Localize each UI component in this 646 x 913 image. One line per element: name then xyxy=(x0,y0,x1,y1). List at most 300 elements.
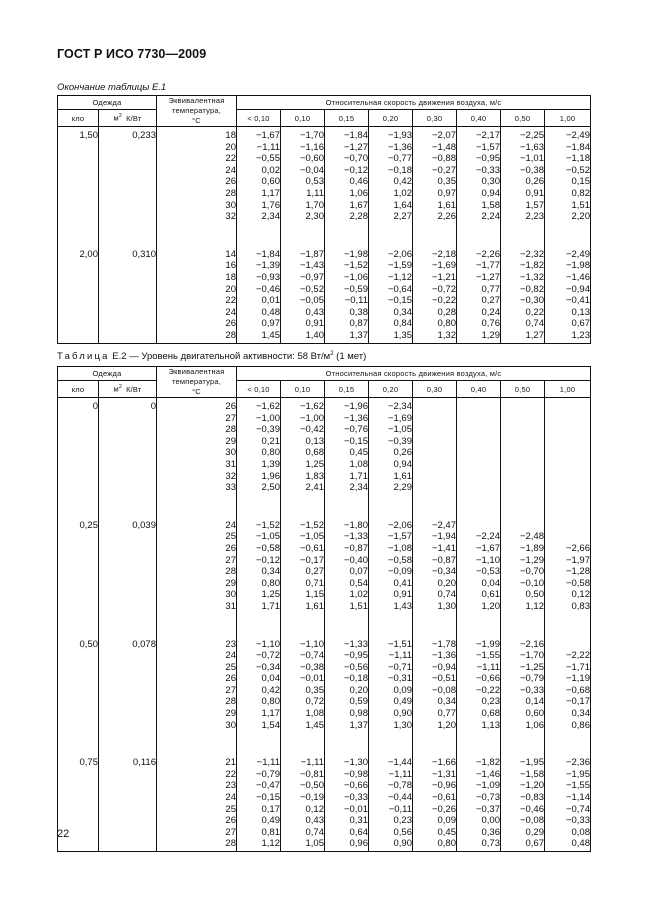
pmv-value: 1,61 xyxy=(393,470,412,482)
pmv-value: 0,12 xyxy=(571,589,590,601)
pmv-value: −0,33 xyxy=(343,792,368,804)
pmv-value: −1,27 xyxy=(475,271,500,283)
pmv-column-cell xyxy=(501,246,545,343)
pmv-value: −1,00 xyxy=(255,412,280,424)
pmv-value xyxy=(545,424,590,436)
pmv-value: −0,70 xyxy=(519,566,544,578)
temperature-value: 27 xyxy=(225,826,236,838)
temperature-value: 31 xyxy=(225,600,236,612)
pmv-value: 0,72 xyxy=(305,696,324,708)
pmv-value: −0,10 xyxy=(519,577,544,589)
header-speed-6: 0,50 xyxy=(501,110,545,127)
pmv-value: −0,22 xyxy=(431,295,456,307)
pmv-column-cell xyxy=(545,636,591,755)
pmv-value: −2,17 xyxy=(475,130,500,141)
pmv-value: 1,08 xyxy=(349,458,368,470)
pmv-column-cell xyxy=(325,636,369,755)
pmv-value: 0,35 xyxy=(437,176,456,188)
pmv-value: 1,96 xyxy=(261,470,280,482)
temperature-value: 23 xyxy=(225,638,236,650)
pmv-value: 0,54 xyxy=(349,577,368,589)
pmv-value: −1,44 xyxy=(387,757,412,769)
temperature-value: 27 xyxy=(225,684,236,696)
pmv-value: 0,22 xyxy=(525,306,544,318)
pmv-value: −0,27 xyxy=(431,164,456,176)
pmv-column-cell xyxy=(325,398,369,517)
temperature-value: 21 xyxy=(225,757,236,769)
pmv-value: 0,29 xyxy=(525,826,544,838)
header-clothing: Одежда xyxy=(58,367,157,381)
pmv-value: −0,97 xyxy=(299,271,324,283)
temperature-value: 24 xyxy=(225,792,236,804)
pmv-value: −0,33 xyxy=(475,164,500,176)
pmv-value: −1,30 xyxy=(343,757,368,769)
pmv-value: −0,17 xyxy=(565,696,590,708)
pmv-value xyxy=(501,471,544,483)
temperature-value: 22 xyxy=(225,153,236,165)
pmv-column-cell xyxy=(413,398,457,517)
pmv-value: 1,45 xyxy=(261,329,280,341)
pmv-value xyxy=(457,424,500,436)
header-speed-0: < 0,10 xyxy=(237,381,281,398)
pmv-value: 0,67 xyxy=(525,838,544,850)
pmv-column-cell xyxy=(457,754,501,851)
pmv-value: −1,32 xyxy=(519,271,544,283)
pmv-value: 1,25 xyxy=(261,589,280,601)
pmv-value: 2,30 xyxy=(305,211,324,223)
pmv-value: 0,13 xyxy=(305,435,324,447)
pmv-value: −0,46 xyxy=(255,283,280,295)
header-speed-5: 0,40 xyxy=(457,110,501,127)
pmv-value: 0,17 xyxy=(261,803,280,815)
pmv-value xyxy=(413,413,456,425)
pmv-value: −1,58 xyxy=(519,768,544,780)
pmv-value: −1,36 xyxy=(387,141,412,153)
pmv-column-cell xyxy=(413,636,457,755)
pmv-value: −1,09 xyxy=(475,780,500,792)
header-temperature-line: °С xyxy=(192,387,201,396)
pmv-value: 0,80 xyxy=(437,318,456,330)
pmv-value xyxy=(545,436,590,448)
pmv-value: 1,27 xyxy=(525,329,544,341)
temperature-value: 28 xyxy=(225,838,236,850)
pmv-value: 0,53 xyxy=(305,176,324,188)
pmv-value: 1,83 xyxy=(305,470,324,482)
pmv-value: −2,16 xyxy=(519,638,544,650)
temperature-value: 25 xyxy=(225,803,236,815)
pmv-value: 0,49 xyxy=(261,815,280,827)
pmv-value: −2,49 xyxy=(565,248,590,260)
table-row xyxy=(58,398,591,517)
pmv-column-cell xyxy=(237,127,281,246)
pmv-column-cell xyxy=(457,127,501,246)
pmv-value: −1,78 xyxy=(431,638,456,650)
pmv-column-cell xyxy=(281,636,325,755)
pmv-value: 0,08 xyxy=(571,826,590,838)
pmv-value: 0,77 xyxy=(481,283,500,295)
pmv-value: −1,11 xyxy=(388,768,412,780)
pmv-value: −1,12 xyxy=(387,271,412,283)
pmv-value: −0,76 xyxy=(343,424,368,436)
pmv-value: 2,26 xyxy=(437,211,456,223)
pmv-column-cell xyxy=(369,398,413,517)
pmv-value: −0,40 xyxy=(343,554,368,566)
temperature-value: 26 xyxy=(225,673,236,685)
pmv-value xyxy=(457,459,500,471)
temperature-value: 25 xyxy=(225,531,236,543)
pmv-value: −0,60 xyxy=(299,153,324,165)
pmv-value: −0,98 xyxy=(343,768,368,780)
temperature-value: 22 xyxy=(225,768,236,780)
pmv-value: 0,20 xyxy=(437,577,456,589)
pmv-value: −1,33 xyxy=(343,638,368,650)
table-e2-caption xyxy=(57,351,366,362)
clo-value: 2,00 xyxy=(58,246,99,343)
header-m2kw xyxy=(99,110,157,127)
pmv-value: 1,64 xyxy=(393,199,412,211)
pmv-value: −1,87 xyxy=(299,248,324,260)
pmv-column-cell xyxy=(237,754,281,851)
pmv-value: −0,93 xyxy=(255,271,280,283)
table-e2 xyxy=(57,366,591,852)
pmv-value: 1,67 xyxy=(349,199,368,211)
pmv-value: 0,41 xyxy=(393,577,412,589)
pmv-value: −1,57 xyxy=(387,531,412,543)
temperature-cell xyxy=(157,398,237,517)
pmv-value: −1,67 xyxy=(475,542,500,554)
pmv-value: 1,17 xyxy=(261,708,280,720)
pmv-value: −0,31 xyxy=(387,673,412,685)
pmv-value: −1,11 xyxy=(476,661,500,673)
pmv-value: −0,04 xyxy=(299,164,324,176)
pmv-value: −1,52 xyxy=(255,519,280,531)
pmv-column-cell xyxy=(413,517,457,636)
table-row xyxy=(58,754,591,851)
pmv-value xyxy=(545,471,590,483)
pmv-value: −2,06 xyxy=(387,519,412,531)
header-speed-2: 0,15 xyxy=(325,381,369,398)
pmv-value: −2,49 xyxy=(565,130,590,141)
pmv-value: −1,66 xyxy=(431,757,456,769)
table-e2-caption-tail: (1 мет) xyxy=(333,351,367,363)
header-air-speed: Относительная скорость движения воздуха, м/с xyxy=(237,96,591,110)
pmv-value: 0,82 xyxy=(571,187,590,199)
pmv-column-cell xyxy=(501,398,545,517)
pmv-value xyxy=(545,482,590,494)
pmv-value: 0,27 xyxy=(305,566,324,578)
pmv-value: 0,43 xyxy=(305,815,324,827)
pmv-column-cell xyxy=(369,517,413,636)
pmv-column-cell xyxy=(413,127,457,246)
pmv-value: 1,37 xyxy=(349,329,368,341)
pmv-value: 0,90 xyxy=(393,838,412,850)
pmv-column-cell xyxy=(501,127,545,246)
pmv-value: 1,30 xyxy=(437,600,456,612)
header-m2-unit: К/Вт xyxy=(126,384,142,394)
header-equivalent-temperature xyxy=(157,367,237,398)
pmv-value: −0,88 xyxy=(431,153,456,165)
pmv-column-cell xyxy=(545,754,591,851)
temperature-value: 26 xyxy=(225,542,236,554)
table-e2-caption-text: Е.2 — Уровень двигательной активности: 58 Вт/м xyxy=(109,351,331,363)
pmv-value: −1,95 xyxy=(565,768,590,780)
header-speed-3: 0,20 xyxy=(369,381,413,398)
pmv-value: −0,33 xyxy=(565,815,590,827)
pmv-value xyxy=(413,459,456,471)
pmv-value: −0,72 xyxy=(431,283,456,295)
pmv-value: −2,48 xyxy=(519,531,544,543)
pmv-value: −0,01 xyxy=(343,803,368,815)
pmv-value: 1,61 xyxy=(305,600,324,612)
pmv-value: −0,26 xyxy=(431,803,456,815)
pmv-value: 1,43 xyxy=(393,600,412,612)
temperature-value: 26 xyxy=(225,176,236,188)
m2kw-value: 0,233 xyxy=(99,127,157,246)
pmv-value: 0,26 xyxy=(393,447,412,459)
pmv-value: 1,76 xyxy=(261,199,280,211)
pmv-column-cell xyxy=(369,127,413,246)
header-m2kw xyxy=(99,381,157,398)
pmv-value: 1,05 xyxy=(305,838,324,850)
pmv-value: 1,57 xyxy=(525,199,544,211)
pmv-value xyxy=(501,424,544,436)
pmv-value: −2,26 xyxy=(475,248,500,260)
temperature-value: 32 xyxy=(225,211,236,223)
pmv-value: −0,44 xyxy=(387,792,412,804)
pmv-value: −1,84 xyxy=(343,130,368,141)
pmv-value: −1,52 xyxy=(299,519,324,531)
table-row xyxy=(58,127,591,246)
header-m2-sup: 2 xyxy=(118,384,123,391)
header-speed-4: 0,30 xyxy=(413,381,457,398)
pmv-value: −0,11 xyxy=(388,803,412,815)
pmv-value: −1,05 xyxy=(387,424,412,436)
temperature-cell xyxy=(157,517,237,636)
pmv-column-cell xyxy=(325,754,369,851)
header-clo: кло xyxy=(58,381,99,398)
pmv-value: 0,35 xyxy=(305,684,324,696)
pmv-value: 2,50 xyxy=(261,482,280,494)
header-speed-0: < 0,10 xyxy=(237,110,281,127)
pmv-value: 0,49 xyxy=(393,696,412,708)
header-temperature-line: температура, xyxy=(171,106,222,115)
pmv-value: −0,46 xyxy=(519,803,544,815)
header-speed-4: 0,30 xyxy=(413,110,457,127)
pmv-value: −1,21 xyxy=(431,271,456,283)
pmv-value: 1,06 xyxy=(349,187,368,199)
pmv-column-cell xyxy=(369,246,413,343)
pmv-value: −2,06 xyxy=(387,248,412,260)
temperature-cell xyxy=(157,127,237,246)
pmv-value xyxy=(413,424,456,436)
pmv-value: 2,34 xyxy=(261,211,280,223)
pmv-value: −0,94 xyxy=(565,283,590,295)
pmv-value: 1,20 xyxy=(481,600,500,612)
pmv-value: −0,61 xyxy=(431,792,456,804)
pmv-value: −1,95 xyxy=(519,757,544,769)
pmv-value: 0,74 xyxy=(305,826,324,838)
pmv-value xyxy=(545,459,590,471)
pmv-value: −0,30 xyxy=(519,295,544,307)
temperature-cell xyxy=(157,246,237,343)
pmv-value: −2,24 xyxy=(475,531,500,543)
pmv-value: −0,51 xyxy=(431,673,456,685)
header-temperature-line: Эквивалентная xyxy=(168,367,225,376)
pmv-value: −0,87 xyxy=(343,542,368,554)
header-equivalent-temperature xyxy=(157,96,237,127)
pmv-value: −0,01 xyxy=(299,673,324,685)
pmv-value: −1,06 xyxy=(343,271,368,283)
table-row xyxy=(58,517,591,636)
pmv-value: 0,09 xyxy=(437,815,456,827)
pmv-value: −1,80 xyxy=(343,519,368,531)
pmv-value: −0,38 xyxy=(519,164,544,176)
pmv-value: 0,12 xyxy=(305,803,324,815)
pmv-value: −1,00 xyxy=(299,412,324,424)
pmv-value: −1,08 xyxy=(387,542,412,554)
pmv-column-cell xyxy=(413,246,457,343)
pmv-column-cell xyxy=(325,517,369,636)
pmv-value: −2,66 xyxy=(565,542,590,554)
header-m2-text: м xyxy=(113,384,119,394)
pmv-column-cell xyxy=(501,636,545,755)
pmv-value: −1,14 xyxy=(565,792,590,804)
pmv-value: 0,23 xyxy=(481,696,500,708)
pmv-column-cell xyxy=(545,517,591,636)
pmv-value: −1,36 xyxy=(343,412,368,424)
temperature-cell xyxy=(157,754,237,851)
temperature-value: 29 xyxy=(225,577,236,589)
pmv-value: −0,72 xyxy=(255,650,280,662)
pmv-value: −0,37 xyxy=(475,803,500,815)
pmv-value: 0,48 xyxy=(261,306,280,318)
pmv-value: −1,62 xyxy=(255,401,280,412)
pmv-value: −0,94 xyxy=(431,661,456,673)
pmv-value: −0,87 xyxy=(431,554,456,566)
pmv-value xyxy=(545,401,590,413)
pmv-value: 0,42 xyxy=(393,176,412,188)
pmv-value: −1,41 xyxy=(431,542,456,554)
pmv-value xyxy=(457,436,500,448)
pmv-value xyxy=(501,459,544,471)
pmv-value: −1,84 xyxy=(565,141,590,153)
pmv-value: −1,69 xyxy=(431,260,456,272)
pmv-value xyxy=(413,482,456,494)
pmv-value: 1,70 xyxy=(305,199,324,211)
temperature-value: 24 xyxy=(225,519,236,531)
pmv-value: −0,59 xyxy=(343,283,368,295)
header-speed-7: 1,00 xyxy=(545,381,591,398)
pmv-value: −2,07 xyxy=(431,130,456,141)
pmv-value: −0,15 xyxy=(343,435,368,447)
clo-value: 0,25 xyxy=(58,517,99,636)
pmv-value: −0,08 xyxy=(519,815,544,827)
pmv-value: 0,98 xyxy=(349,708,368,720)
pmv-value: −0,73 xyxy=(475,792,500,804)
pmv-column-cell xyxy=(237,398,281,517)
temperature-value: 24 xyxy=(225,306,236,318)
pmv-value xyxy=(501,482,544,494)
header-speed-6: 0,50 xyxy=(501,381,545,398)
temperature-value: 30 xyxy=(225,719,236,731)
header-speed-1: 0,10 xyxy=(281,381,325,398)
pmv-value: −1,46 xyxy=(565,271,590,283)
header-speed-3: 0,20 xyxy=(369,110,413,127)
temperature-value: 26 xyxy=(225,815,236,827)
pmv-value: 0,77 xyxy=(437,708,456,720)
pmv-value: 0,04 xyxy=(481,577,500,589)
pmv-value: −1,33 xyxy=(343,531,368,543)
pmv-value: 1,40 xyxy=(305,329,324,341)
pmv-value: 0,15 xyxy=(571,176,590,188)
header-m2-unit: К/Вт xyxy=(126,113,142,123)
pmv-value: −1,93 xyxy=(387,130,412,141)
pmv-column-cell xyxy=(237,636,281,755)
pmv-value xyxy=(501,413,544,425)
pmv-value: 0,80 xyxy=(261,696,280,708)
pmv-value: 0,60 xyxy=(261,176,280,188)
temperature-value: 24 xyxy=(225,650,236,662)
pmv-value: 1,29 xyxy=(481,329,500,341)
pmv-value: −0,74 xyxy=(299,650,324,662)
pmv-value: −0,77 xyxy=(387,153,412,165)
pmv-value: 0,26 xyxy=(525,176,544,188)
pmv-value: −0,70 xyxy=(343,153,368,165)
pmv-value: −1,19 xyxy=(565,673,590,685)
pmv-value: −1,10 xyxy=(255,638,280,650)
temperature-value: 18 xyxy=(225,130,236,141)
pmv-value: −0,42 xyxy=(299,424,324,436)
pmv-value xyxy=(457,413,500,425)
header-air-speed: Относительная скорость движения воздуха, м/с xyxy=(237,367,591,381)
temperature-value: 30 xyxy=(225,589,236,601)
pmv-value: 1,51 xyxy=(571,199,590,211)
pmv-value: −0,61 xyxy=(299,542,324,554)
pmv-value: 1,30 xyxy=(393,719,412,731)
pmv-value: 0,94 xyxy=(393,458,412,470)
temperature-value: 27 xyxy=(225,554,236,566)
pmv-value: −1,82 xyxy=(475,757,500,769)
pmv-value: −1,59 xyxy=(387,260,412,272)
pmv-value: 1,02 xyxy=(393,187,412,199)
pmv-value: −1,70 xyxy=(519,650,544,662)
pmv-value: −0,39 xyxy=(255,424,280,436)
pmv-value: 0,42 xyxy=(261,684,280,696)
pmv-value: 1,23 xyxy=(571,329,590,341)
clo-value: 1,50 xyxy=(58,127,99,246)
pmv-column-cell xyxy=(545,398,591,517)
temperature-value: 33 xyxy=(225,482,236,494)
pmv-value: −0,17 xyxy=(299,554,324,566)
temperature-value: 14 xyxy=(225,248,236,260)
pmv-value: −0,64 xyxy=(387,283,412,295)
pmv-value: −1,57 xyxy=(475,141,500,153)
pmv-value: −0,95 xyxy=(343,650,368,662)
pmv-value: 0,74 xyxy=(437,589,456,601)
pmv-value: 2,23 xyxy=(525,211,544,223)
pmv-value: −1,27 xyxy=(343,141,368,153)
pmv-value: −0,41 xyxy=(565,295,590,307)
pmv-value: 0,68 xyxy=(305,447,324,459)
pmv-column-cell xyxy=(237,517,281,636)
pmv-value: 0,45 xyxy=(349,447,368,459)
pmv-value: −1,31 xyxy=(431,768,456,780)
m2kw-value: 0 xyxy=(99,398,157,517)
pmv-column-cell xyxy=(281,127,325,246)
pmv-value: −0,38 xyxy=(299,661,324,673)
pmv-value: −1,18 xyxy=(565,153,590,165)
pmv-value: −1,11 xyxy=(256,141,280,153)
